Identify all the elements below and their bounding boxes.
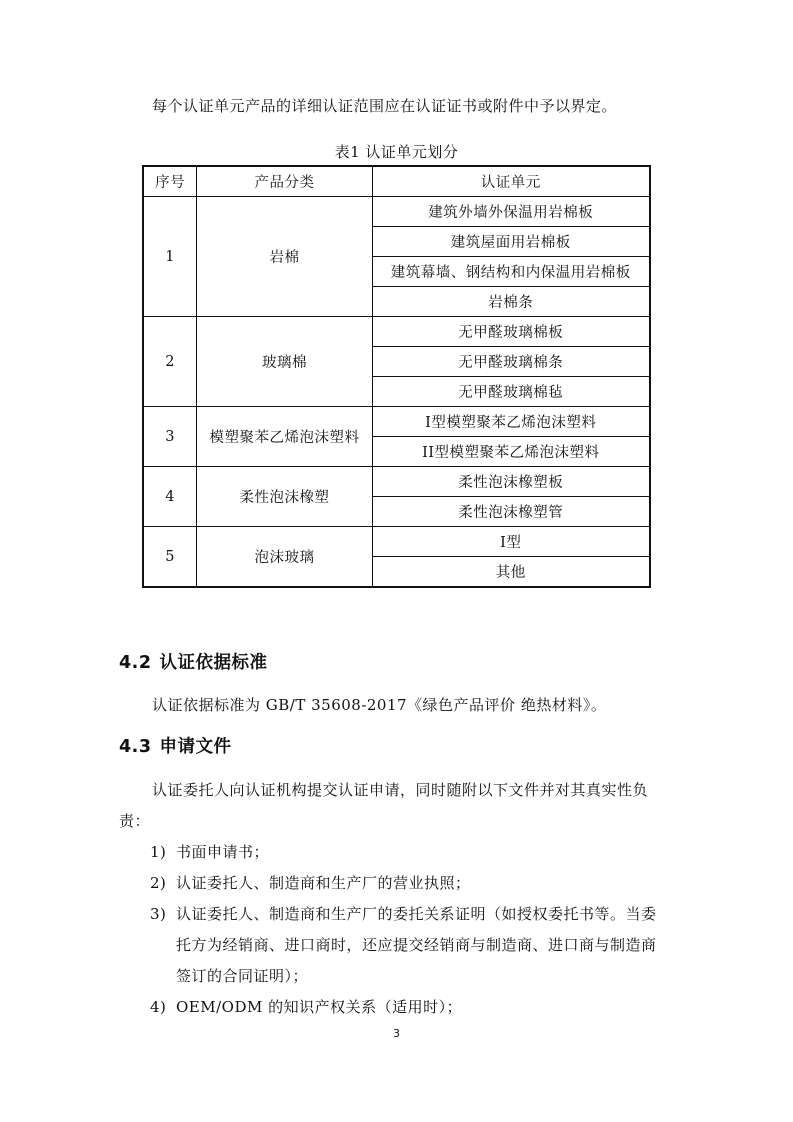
row-unit: 建筑幕墙、钢结构和内保温用岩棉板 [372,257,650,287]
list-marker: 2) [150,874,167,892]
list-item [150,842,269,862]
row-category: 岩棉 [197,197,372,317]
table-row [143,197,650,227]
row-unit: 柔性泡沫橡塑板 [372,467,650,497]
page-number: 3 [393,1027,400,1040]
header-unit: 认证单元 [372,166,650,197]
section-4-3-text-line2: 责： [119,812,151,830]
list-marker: 1) [150,843,167,861]
row-category: 模塑聚苯乙烯泡沫塑料 [197,407,372,467]
row-unit: 无甲醛玻璃棉板 [372,317,650,347]
row-unit: I型 [372,527,650,557]
list-text: 认证委托人、制造商和生产厂的营业执照； [176,874,471,892]
row-unit: 无甲醛玻璃棉毡 [372,377,650,407]
table-row [143,317,650,347]
row-unit: 其他 [372,557,650,588]
section-title: 认证依据标准 [159,653,268,673]
section-4-2-heading [119,652,268,674]
table-header-row [143,166,650,197]
row-category: 玻璃棉 [197,317,372,407]
section-4-3-text-line1: 认证委托人向认证机构提交认证申请，同时随附以下文件并对其真实性负 [152,781,649,799]
section-4-2-text: 认证依据标准为 GB/T 35608-2017《绿色产品评价 绝热材料》。 [152,696,607,714]
certification-unit-table [142,165,651,588]
section-4-3-heading [119,736,232,758]
list-marker: 3) [150,905,167,923]
row-unit: 岩棉条 [372,287,650,317]
row-unit: 建筑屋面用岩棉板 [372,227,650,257]
list-text-continuation: 签订的合同证明）； [176,967,309,985]
row-category: 柔性泡沫橡塑 [197,467,372,527]
row-unit: II型模塑聚苯乙烯泡沫塑料 [372,437,650,467]
table-caption: 表1 认证单元划分 [334,143,459,161]
row-number: 3 [143,407,197,467]
table-row [143,467,650,497]
section-number: 4.3 [119,737,152,757]
section-number: 4.2 [119,653,152,673]
row-unit: 无甲醛玻璃棉条 [372,347,650,377]
table-row [143,527,650,557]
row-category: 泡沫玻璃 [197,527,372,588]
list-text-continuation: 托方为经销商、进口商时，还应提交经销商与制造商、进口商与制造商 [176,936,657,954]
row-number: 2 [143,317,197,407]
list-marker: 4) [150,998,167,1016]
list-item [150,873,471,893]
list-text: OEM/ODM 的知识产权关系（适用时）； [176,998,463,1016]
row-number: 5 [143,527,197,588]
list-text: 书面申请书； [176,843,270,861]
list-item [150,997,462,1017]
intro-paragraph: 每个认证单元产品的详细认证范围应在认证证书或附件中予以界定。 [152,97,618,115]
row-number: 4 [143,467,197,527]
list-item [150,904,657,924]
row-unit: 柔性泡沫橡塑管 [372,497,650,527]
table-row [143,407,650,437]
row-number: 1 [143,197,197,317]
header-no: 序号 [143,166,197,197]
header-category: 产品分类 [197,166,372,197]
section-title: 申请文件 [159,737,232,757]
row-unit: 建筑外墙外保温用岩棉板 [372,197,650,227]
list-text: 认证委托人、制造商和生产厂的委托关系证明（如授权委托书等。当委 [176,905,657,923]
row-unit: I型模塑聚苯乙烯泡沫塑料 [372,407,650,437]
